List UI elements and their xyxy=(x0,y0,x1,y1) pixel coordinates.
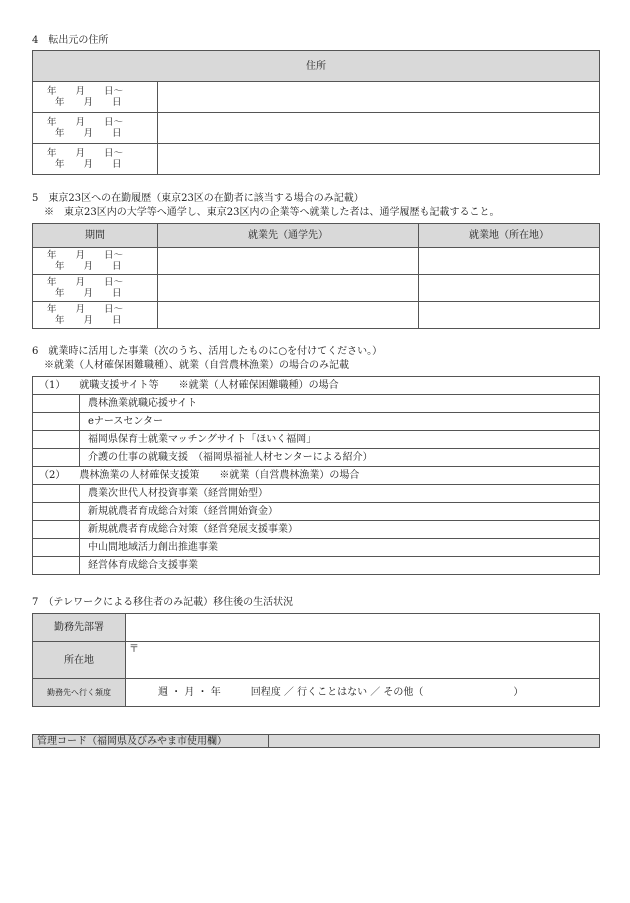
section6-table xyxy=(32,376,600,575)
group1-row xyxy=(33,377,600,395)
period-cell: 年 月 日～ 年 月 日 xyxy=(33,82,158,113)
workplace-header: 就業先（通学先） xyxy=(158,224,419,248)
work-location-header: 就業地（所在地） xyxy=(419,224,600,248)
check-cell[interactable] xyxy=(33,449,80,467)
option-item: 新規就農者育成総合対策（経営発展支援事業） xyxy=(80,521,600,539)
address-input-cell[interactable] xyxy=(158,144,600,175)
work-location-input-cell[interactable] xyxy=(419,248,600,275)
period-header: 期間 xyxy=(33,224,158,248)
section6-heading: 6 就業時に活用した事業（次のうち、活用したものに○を付けてください。） xyxy=(32,346,383,357)
check-cell[interactable] xyxy=(33,431,80,449)
section5-table xyxy=(32,223,600,329)
section4-table xyxy=(32,50,600,175)
group1-number: （1） xyxy=(39,380,66,391)
period-cell: 年 月 日～ 年 月 日 xyxy=(33,248,158,275)
check-cell[interactable] xyxy=(33,485,80,503)
workplace-input-cell[interactable] xyxy=(158,302,419,329)
check-cell[interactable] xyxy=(33,503,80,521)
check-cell[interactable] xyxy=(33,395,80,413)
workplace-input-cell[interactable] xyxy=(158,248,419,275)
check-cell[interactable] xyxy=(33,557,80,575)
address-input-cell[interactable] xyxy=(158,82,600,113)
management-code-table xyxy=(32,734,600,748)
option-item: 農業次世代人材投資事業（経営開始型） xyxy=(80,485,600,503)
section7-table xyxy=(32,613,600,707)
dept-input-cell[interactable] xyxy=(126,614,600,642)
period-cell: 年 月 日～ 年 月 日 xyxy=(33,144,158,175)
section6-note: ※就業（人材確保困難職種）、就業（自営農林漁業）の場合のみ記載 xyxy=(44,360,349,371)
frequency-options[interactable]: 週 ・ 月 ・ 年 回程度 ／ 行くことはない ／ その他（ ） xyxy=(126,679,600,707)
location-label: 所在地 xyxy=(33,642,126,679)
section4-heading: 4 転出元の住所 xyxy=(32,35,109,46)
period-cell: 年 月 日～ 年 月 日 xyxy=(33,275,158,302)
check-cell[interactable] xyxy=(33,521,80,539)
postal-mark: 〒 xyxy=(129,644,139,655)
option-item: 新規就農者育成総合対策（経営開始資金） xyxy=(80,503,600,521)
address-input-cell[interactable] xyxy=(158,113,600,144)
option-item: 福岡県保育士就業マッチングサイト「ほいく福岡」 xyxy=(80,431,600,449)
group1-title: 就職支援サイト等 ※就業（人材確保困難職種）の場合 xyxy=(79,380,339,391)
address-column-header: 住所 xyxy=(33,51,600,82)
period-cell: 年 月 日～ 年 月 日 xyxy=(33,113,158,144)
section7-heading: 7 （テレワークによる移住者のみ記載）移住後の生活状況 xyxy=(32,597,294,608)
work-location-input-cell[interactable] xyxy=(419,275,600,302)
group2-number: （2） xyxy=(39,470,66,481)
group2-title: 農林漁業の人材確保支援策 ※就業（自営農林漁業）の場合 xyxy=(79,470,360,481)
option-item: 農林漁業就職応援サイト xyxy=(80,395,600,413)
workplace-input-cell[interactable] xyxy=(158,275,419,302)
period-cell: 年 月 日～ 年 月 日 xyxy=(33,302,158,329)
group2-row xyxy=(33,467,600,485)
location-input-cell[interactable] xyxy=(126,642,600,679)
management-code-label: 管理コード（福岡県及びみやま市使用欄） xyxy=(33,735,269,748)
section5-heading: 5 東京23区への在勤履歴（東京23区の在勤者に該当する場合のみ記載） xyxy=(32,193,364,204)
check-cell[interactable] xyxy=(33,539,80,557)
option-item: eナースセンター xyxy=(80,413,600,431)
option-item: 介護の仕事の就職支援 （福岡県福祉人材センターによる紹介） xyxy=(80,449,600,467)
frequency-label: 勤務先へ行く頻度 xyxy=(33,679,126,707)
management-code-cell xyxy=(269,735,600,748)
dept-label: 勤務先部署 xyxy=(33,614,126,642)
section5-note: ※ 東京23区内の大学等へ通学し、東京23区内の企業等へ就業した者は、通学履歴も記載すること。 xyxy=(44,207,500,218)
option-item: 中山間地域活力創出推進事業 xyxy=(80,539,600,557)
work-location-input-cell[interactable] xyxy=(419,302,600,329)
check-cell[interactable] xyxy=(33,413,80,431)
option-item: 経営体育成総合支援事業 xyxy=(80,557,600,575)
